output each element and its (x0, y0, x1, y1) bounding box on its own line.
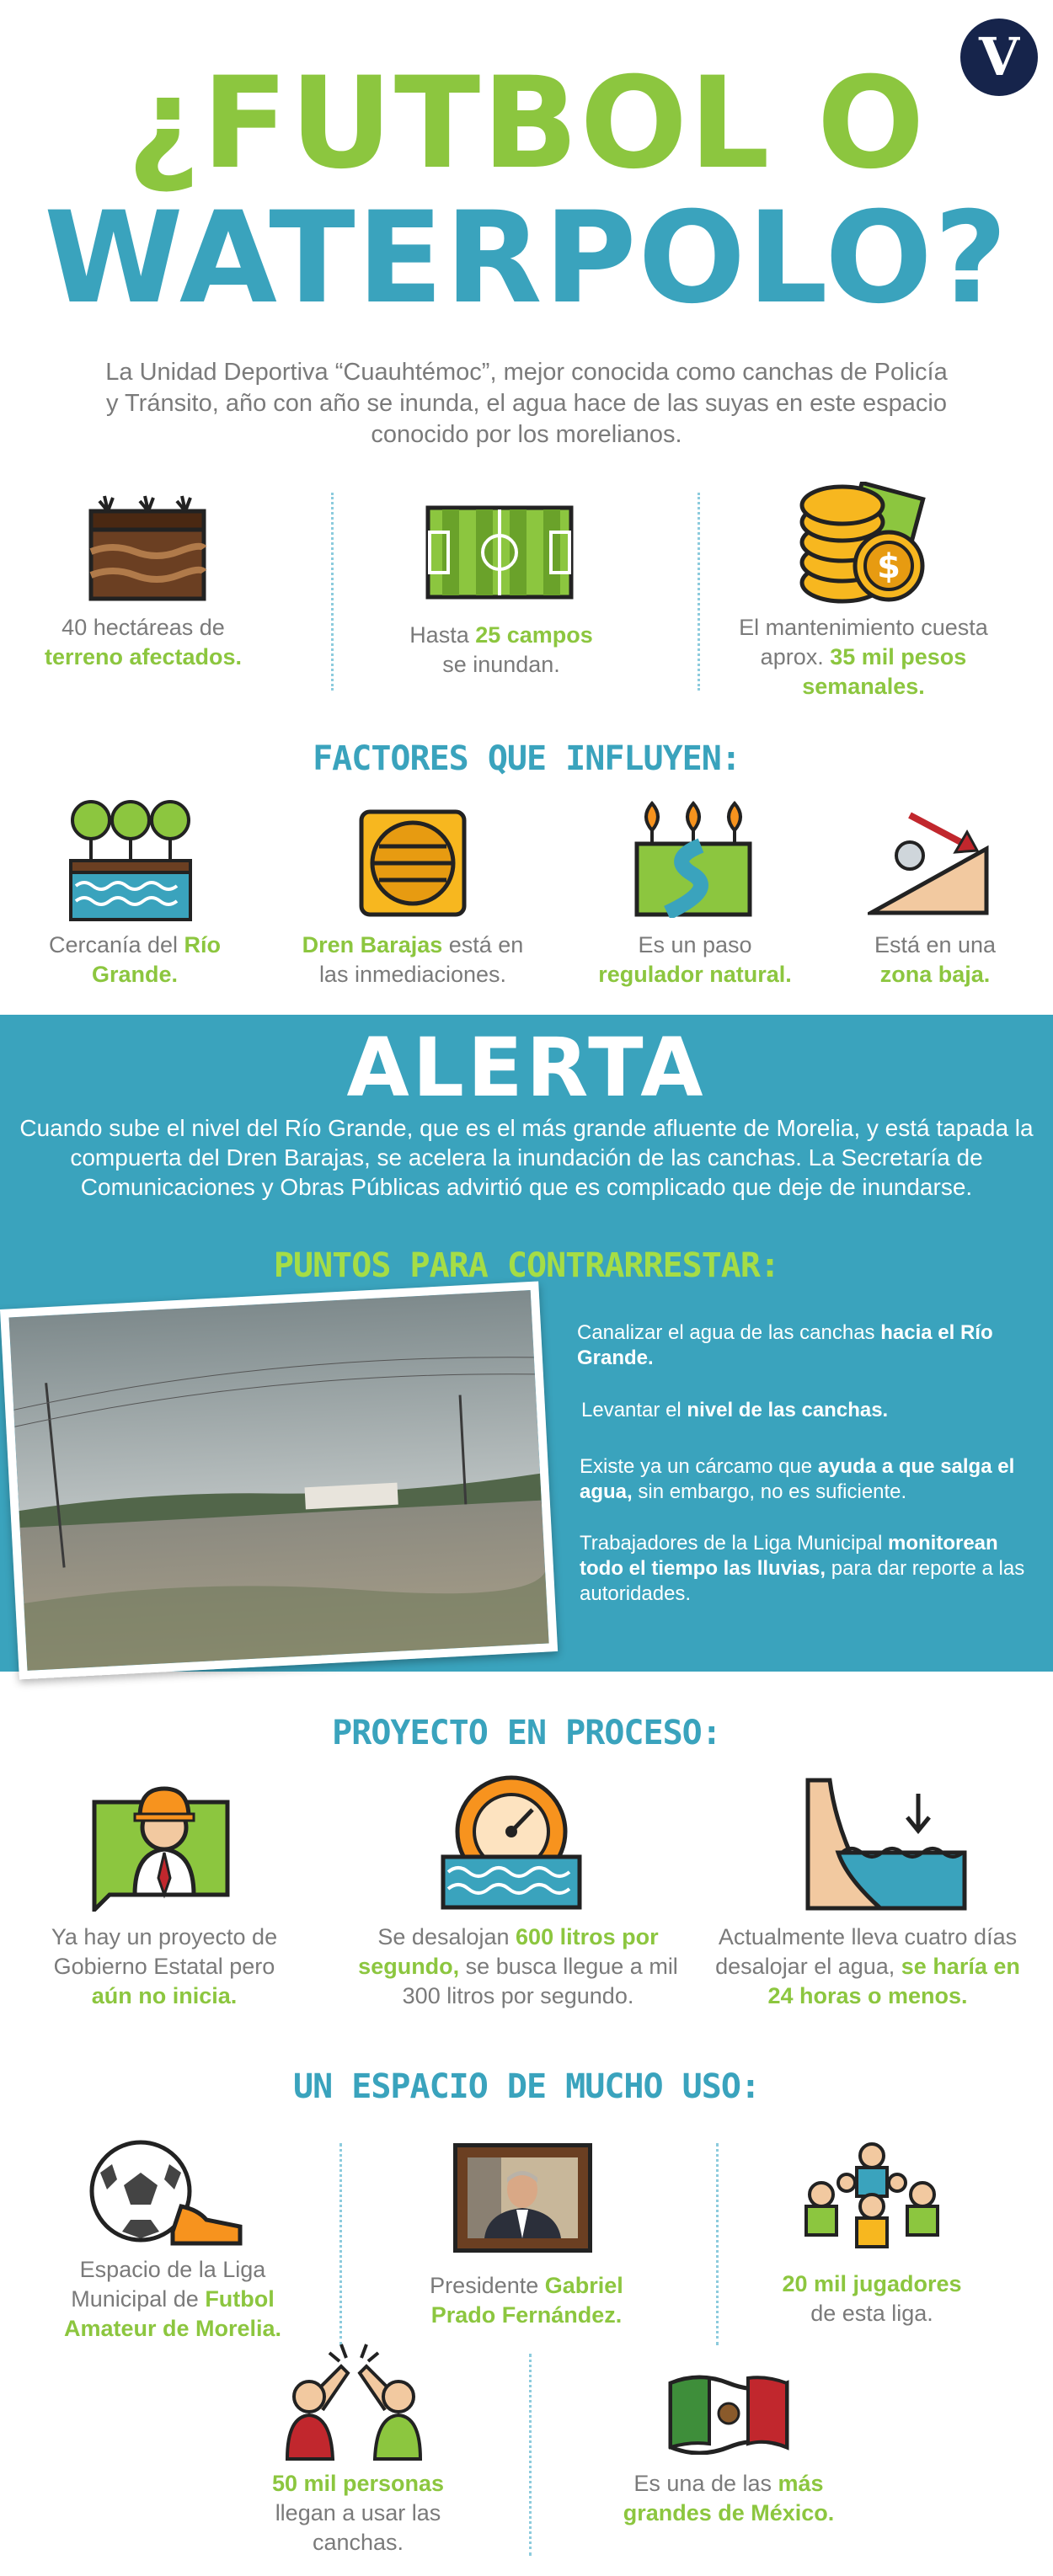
water-level-icon (804, 1777, 969, 1912)
point-channel: Canalizar el agua de las canchas hacia el Río Grande. (577, 1321, 993, 1369)
soccer-field-icon (425, 505, 574, 600)
framed-portrait-icon (453, 2143, 592, 2253)
alert-title: ALERTA (346, 1021, 707, 1115)
divider (716, 2143, 719, 2345)
mexico-flag-icon (665, 2366, 792, 2455)
factors-heading: FACTORES QUE INFLUYEN: (313, 739, 740, 778)
project-flow: Se desalojan 600 litros por segundo, se busca llegue a mil 300 litros por segundo. (358, 1924, 678, 2008)
drain-grate-icon (358, 808, 468, 918)
soil-layers-icon (88, 493, 207, 602)
site-logo[interactable]: V (960, 19, 1038, 96)
usage-heading: UN ESPACIO DE MUCHO USO: (293, 2067, 760, 2106)
slope-ball-icon (868, 807, 990, 916)
stat-fields: Hasta 25 campos se inundan. (409, 622, 593, 677)
pressure-gauge-water-icon (440, 1773, 583, 1912)
divider (331, 493, 334, 691)
project-time: Actualmente lleva cuatro días desalojar el agua, se haría en 24 horas o menos. (715, 1924, 1020, 2008)
river-landscape-icon (633, 800, 753, 918)
portrait-photo (468, 2157, 578, 2238)
stat-maintenance: El mantenimiento cuesta aprox. 35 mil pesos semanales. (739, 615, 988, 699)
project-state: Ya hay un proyecto de Gobierno Estatal pero aún no inicia. (51, 1924, 278, 2008)
point-monitor: Trabajadores de la Liga Municipal monitorean todo el tiempo las lluvias, para dar reporte a las autoridades. (580, 1532, 1025, 1605)
factor-river: Cercanía del Río Grande. (48, 932, 222, 987)
usage-size: Es una de las más grandes de México. (623, 2471, 835, 2525)
svg-text:$: $ (877, 547, 901, 586)
point-pump: Existe ya un cárcamo que ayuda a que salga el agua, sin embargo, no es suficiente. (580, 1455, 1015, 1503)
factor-drain: Dren Barajas está en las inmediaciones. (302, 932, 524, 987)
usage-president: Presidente Gabriel Prado Fernández. (430, 2273, 623, 2328)
stat-hectares: 40 hectáreas de terreno afectados. (44, 615, 243, 669)
point-raise: Levantar el nivel de las canchas. (581, 1399, 889, 1421)
engineer-plan-icon (84, 1768, 238, 1912)
trees-water-icon (67, 798, 194, 923)
high-five-icon (282, 2341, 425, 2463)
alert-text: Cuando sube el nivel del Río Grande, que es el más grande afluente de Morelia, y está tapada la compuerta del Dren Barajas, se acelera la inundación de las canchas. La Secretaría de Comunicaciones y Obras Públicas advirtió que es complicado que deje de inundarse. (19, 1115, 1034, 1200)
divider (529, 2354, 532, 2556)
title-line-1: ¿FUTBOL O (126, 51, 927, 197)
divider (339, 2143, 342, 2345)
usage-players: 20 mil jugadores de esta liga. (782, 2271, 962, 2326)
title-line-2: WATERPOLO? (44, 185, 1009, 332)
project-heading: PROYECTO EN PROCESO: (332, 1714, 721, 1752)
factor-regulator: Es un paso regulador natural. (598, 932, 792, 987)
flooded-field-photo (0, 1282, 558, 1680)
coins-money-icon (796, 482, 931, 608)
soccer-ball-cleat-icon (88, 2139, 244, 2248)
divider (698, 493, 700, 691)
countermeasures-heading: PUNTOS PARA CONTRARRESTAR: (273, 1246, 780, 1285)
usage-league: Espacio de la Liga Municipal de Futbol Amateur de Morelia. (63, 2257, 282, 2341)
intro-paragraph: La Unidad Deportiva “Cuauhtémoc”, mejor conocida como canchas de Policía y Tránsito, año con año se inunda, el agua hace de las suyas en este espacio conocido por los morelianos. (105, 359, 948, 448)
players-team-icon (796, 2139, 948, 2257)
factor-low-zone: Está en una zona baja. (874, 932, 997, 987)
usage-people: 50 mil personas llegan a usar las canchas. (271, 2471, 445, 2555)
